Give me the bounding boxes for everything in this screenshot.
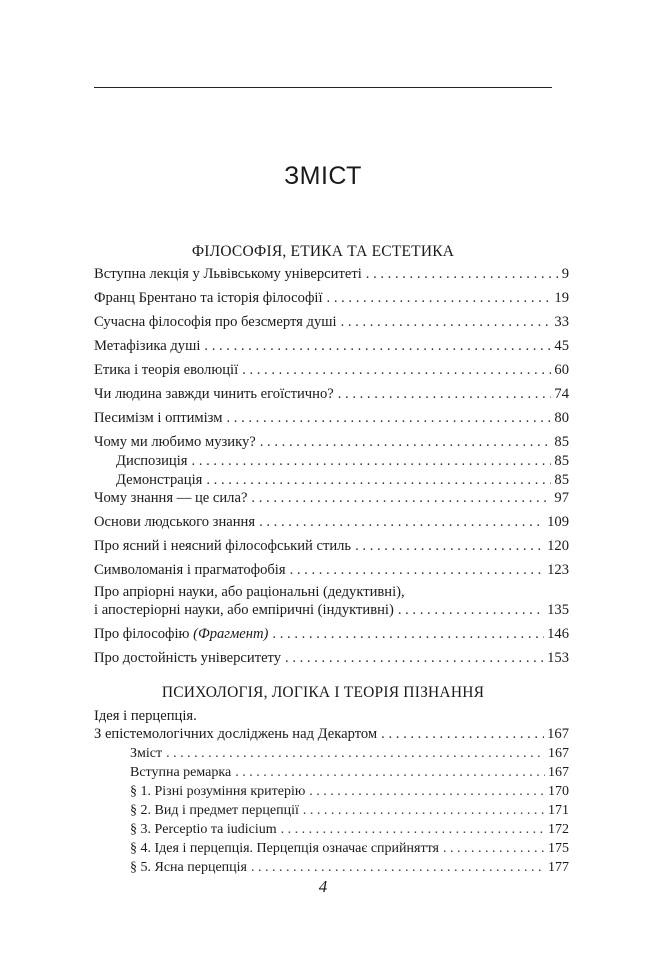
toc-subentry[interactable]: § 3. Perceptio та iudicium . . . 172 — [130, 822, 569, 842]
toc-entry-line1: Ідея і перцепція. — [94, 708, 197, 724]
toc-subentry[interactable]: Зміст . . . 167 — [130, 746, 569, 766]
toc-entry[interactable]: Чому ми любимо музику? . . . 85 — [94, 434, 569, 454]
toc-subentry[interactable]: § 1. Різні розуміння критерію . . . 170 — [130, 784, 569, 804]
toc-entry[interactable]: Про достойність університету . . . 153 — [94, 650, 569, 670]
toc-entry[interactable]: З епістемологічних досліджень над Декартом . . . 167 — [94, 726, 569, 746]
page-title: ЗМІСТ — [284, 162, 362, 190]
toc-entry[interactable]: Сучасна філософія про безсмертя душі . . . 33 — [94, 314, 569, 334]
toc-entry[interactable]: Метафізика душі . . . 45 — [94, 338, 569, 358]
toc-entry[interactable]: Про філософію (Фрагмент) . . . 146 — [94, 626, 569, 646]
toc-entry[interactable]: Основи людського знання . . . 109 — [94, 514, 569, 534]
toc-subentry[interactable]: § 5. Ясна перцепція . . . 177 — [130, 860, 569, 880]
toc-entry[interactable]: Песимізм і оптимізм . . . 80 — [94, 410, 569, 430]
toc-entry-line1: Про апріорні науки, або раціональні (дедуктивні), — [94, 584, 405, 600]
toc-entry[interactable]: Символоманія і прагматофобія . . . 123 — [94, 562, 569, 582]
toc-subentry[interactable]: § 2. Вид і предмет перцепції . . . 171 — [130, 803, 569, 823]
toc-entry[interactable]: Франц Брентано та історія філософії . . . 19 — [94, 290, 569, 310]
section-heading-psychology: ПСИХОЛОГІЯ, ЛОГІКА І ТЕОРІЯ ПІЗНАННЯ — [161, 684, 485, 701]
toc-subentry[interactable]: Демонстрація . . . 85 — [116, 472, 569, 492]
toc-subentry[interactable]: § 4. Ідея і перцепція. Перцепція означає сприйняття . . . 175 — [130, 841, 569, 861]
toc-entry[interactable]: Етика і теорія еволюції . . . 60 — [94, 362, 569, 382]
section-heading-philosophy: ФІЛОСОФІЯ, ЕТИКА ТА ЕСТЕТИКА — [191, 243, 455, 260]
top-rule — [94, 87, 552, 88]
toc-entry[interactable]: Про ясний і неясний філософський стиль . . . 120 — [94, 538, 569, 558]
toc-entry[interactable]: Чому знання — це сила? . . . 97 — [94, 490, 569, 510]
toc-subentry[interactable]: Диспозиція . . . 85 — [116, 453, 569, 473]
page-number: 4 — [318, 877, 328, 896]
toc-entry[interactable]: Вступна лекція у Львівському університеті . . . 9 — [94, 266, 569, 286]
toc-subentry[interactable]: Вступна ремарка . . . 167 — [130, 765, 569, 785]
toc-entry[interactable]: і апостеріорні науки, або емпіричні (індуктивні) . . . 135 — [94, 602, 569, 622]
toc-entry[interactable]: Чи людина завжди чинить егоїстично? . . . 74 — [94, 386, 569, 406]
